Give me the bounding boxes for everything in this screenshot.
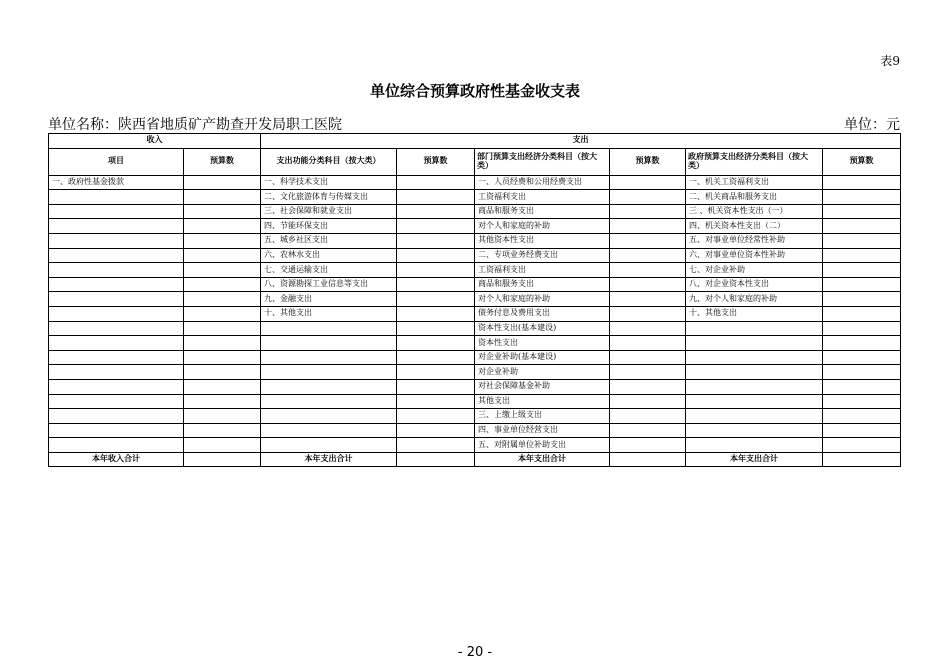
table-cell: [610, 365, 686, 380]
table-cell: [261, 350, 397, 365]
table-cell: [49, 190, 184, 205]
table-cell: [823, 321, 901, 336]
table-cell: [397, 379, 475, 394]
table-number: 表9: [880, 54, 900, 68]
table-cell: 八、对企业资本性支出: [686, 277, 823, 292]
table-cell: 七、交通运输支出: [261, 263, 397, 278]
table-row: [49, 190, 901, 205]
budget-table: [48, 133, 901, 467]
table-cell: [686, 336, 823, 351]
table-cell: [823, 365, 901, 380]
table-cell: [49, 277, 184, 292]
income-total-label: 本年收入合计: [49, 452, 184, 467]
table-cell: [184, 321, 261, 336]
table-row: [49, 306, 901, 321]
table-cell: [49, 423, 184, 438]
table-cell: [49, 263, 184, 278]
table-cell: [261, 365, 397, 380]
table-cell: [610, 248, 686, 263]
table-cell: [184, 190, 261, 205]
table-cell: [823, 219, 901, 234]
table-cell: [261, 394, 397, 409]
total-row: [49, 452, 901, 467]
table-cell: [397, 204, 475, 219]
table-cell: 七、对企业补助: [686, 263, 823, 278]
table-cell: [823, 379, 901, 394]
table-cell: [397, 365, 475, 380]
table-cell: [823, 277, 901, 292]
table-row: [49, 248, 901, 263]
table-cell: [610, 306, 686, 321]
table-cell: 五、对事业单位经常性补助: [686, 233, 823, 248]
table-cell: 一、政府性基金拨款: [49, 175, 184, 190]
table-cell: 八、资源勘探工业信息等支出: [261, 277, 397, 292]
table-cell: [184, 365, 261, 380]
table-cell: 一、人员经费和公用经费支出: [475, 175, 610, 190]
table-cell: [184, 277, 261, 292]
table-cell: 对企业补助(基本建设): [475, 350, 610, 365]
amount-header: 预算数: [823, 148, 901, 175]
amount-header: 预算数: [610, 148, 686, 175]
table-cell: [261, 423, 397, 438]
table-row: [49, 394, 901, 409]
table-cell: 一、机关工资福利支出: [686, 175, 823, 190]
table-cell: 九、金融支出: [261, 292, 397, 307]
table-cell: [686, 409, 823, 424]
table-cell: 五、城乡社区支出: [261, 233, 397, 248]
table-cell: [184, 394, 261, 409]
table-cell: 十、其他支出: [261, 306, 397, 321]
table-cell: 五、对附属单位补助支出: [475, 438, 610, 453]
table-cell: [686, 438, 823, 453]
table-cell: [49, 204, 184, 219]
table-cell: [610, 219, 686, 234]
table-cell: [184, 248, 261, 263]
table-cell: [49, 365, 184, 380]
table-cell: 二、机关商品和服务支出: [686, 190, 823, 205]
table-row: [49, 365, 901, 380]
table-cell: [49, 233, 184, 248]
unit-name: 单位名称：陕西省地质矿产勘查开发局职工医院: [48, 117, 342, 133]
table-cell: [184, 350, 261, 365]
currency-unit: 单位：元: [844, 117, 900, 133]
table-cell: 六、农林水支出: [261, 248, 397, 263]
total-cell: [610, 452, 686, 467]
table-cell: [397, 409, 475, 424]
func-class-header: 支出功能分类科目（按大类）: [261, 148, 397, 175]
table-cell: [397, 306, 475, 321]
table-cell: 三、上缴上级支出: [475, 409, 610, 424]
table-cell: 三 、机关资本性支出（一）: [686, 204, 823, 219]
table-cell: 商品和服务支出: [475, 204, 610, 219]
table-cell: [49, 321, 184, 336]
table-cell: [184, 175, 261, 190]
table-row: [49, 438, 901, 453]
table-cell: [610, 204, 686, 219]
table-row: [49, 263, 901, 278]
table-cell: [397, 233, 475, 248]
table-cell: [686, 321, 823, 336]
table-row: [49, 219, 901, 234]
table-cell: [610, 175, 686, 190]
table-cell: 债务付息及费用支出: [475, 306, 610, 321]
table-cell: [686, 423, 823, 438]
amount-header: 预算数: [397, 148, 475, 175]
table-cell: [49, 350, 184, 365]
table-cell: [397, 336, 475, 351]
table-cell: [49, 336, 184, 351]
table-cell: [610, 336, 686, 351]
table-cell: 对个人和家庭的补助: [475, 219, 610, 234]
expense-total-label: 本年支出合计: [261, 452, 397, 467]
table-cell: [610, 394, 686, 409]
dept-econ-class-header: 部门预算支出经济分类科目（按大类）: [475, 148, 610, 175]
table-cell: [397, 190, 475, 205]
table-cell: [184, 306, 261, 321]
expense-total-label: 本年支出合计: [475, 452, 610, 467]
table-cell: [823, 350, 901, 365]
table-cell: [610, 379, 686, 394]
table-row: [49, 175, 901, 190]
table-cell: [184, 204, 261, 219]
table-row: [49, 292, 901, 307]
table-cell: [397, 321, 475, 336]
table-cell: [49, 394, 184, 409]
table-cell: [823, 263, 901, 278]
table-cell: [823, 306, 901, 321]
table-cell: 对个人和家庭的补助: [475, 292, 610, 307]
table-cell: 二、文化旅游体育与传媒支出: [261, 190, 397, 205]
table-cell: [184, 263, 261, 278]
table-cell: [823, 438, 901, 453]
table-row: [49, 409, 901, 424]
table-cell: [49, 379, 184, 394]
gov-econ-class-header: 政府预算支出经济分类科目（按大类）: [686, 148, 823, 175]
table-cell: 资本性支出: [475, 336, 610, 351]
header-row-group: [49, 134, 901, 149]
table-row: [49, 379, 901, 394]
table-cell: 六、对事业单位资本性补助: [686, 248, 823, 263]
table-row: [49, 204, 901, 219]
table-cell: 一、科学技术支出: [261, 175, 397, 190]
table-cell: [610, 292, 686, 307]
table-cell: 二、专项业务经费支出: [475, 248, 610, 263]
table-cell: [261, 379, 397, 394]
table-cell: [397, 277, 475, 292]
table-cell: [184, 379, 261, 394]
table-cell: [397, 423, 475, 438]
amount-header: 预算数: [184, 148, 261, 175]
table-cell: [610, 233, 686, 248]
table-cell: [261, 409, 397, 424]
table-cell: [397, 175, 475, 190]
expense-header: 支出: [261, 134, 901, 149]
table-cell: [184, 292, 261, 307]
table-cell: 对社会保障基金补助: [475, 379, 610, 394]
table-cell: 四、事业单位经营支出: [475, 423, 610, 438]
table-cell: 资本性支出(基本建设): [475, 321, 610, 336]
table-cell: [261, 438, 397, 453]
table-cell: [686, 379, 823, 394]
income-header: 收入: [49, 134, 261, 149]
item-header: 项目: [49, 148, 184, 175]
table-cell: [397, 394, 475, 409]
table-cell: [823, 336, 901, 351]
table-cell: [184, 336, 261, 351]
table-cell: [49, 306, 184, 321]
table-cell: [261, 321, 397, 336]
table-cell: [823, 409, 901, 424]
total-cell: [397, 452, 475, 467]
page-title: 单位综合预算政府性基金收支表: [369, 82, 580, 100]
table-cell: [610, 350, 686, 365]
table-cell: 十、其他支出: [686, 306, 823, 321]
table-cell: [49, 248, 184, 263]
table-cell: [686, 365, 823, 380]
table-cell: [823, 233, 901, 248]
table-cell: [686, 350, 823, 365]
table-cell: [397, 219, 475, 234]
table-cell: 其他支出: [475, 394, 610, 409]
table-cell: [49, 409, 184, 424]
table-cell: [261, 336, 397, 351]
table-cell: [49, 438, 184, 453]
table-cell: 四、机关资本性支出（二）: [686, 219, 823, 234]
table-cell: [397, 438, 475, 453]
table-cell: [686, 394, 823, 409]
table-cell: [397, 248, 475, 263]
table-row: [49, 321, 901, 336]
table-cell: [184, 233, 261, 248]
total-cell: [184, 452, 261, 467]
table-cell: 商品和服务支出: [475, 277, 610, 292]
table-cell: [49, 219, 184, 234]
table-row: [49, 336, 901, 351]
table-cell: [823, 423, 901, 438]
table-cell: [397, 350, 475, 365]
table-cell: [397, 263, 475, 278]
table-cell: 工资福利支出: [475, 263, 610, 278]
table-row: [49, 277, 901, 292]
table-cell: [823, 175, 901, 190]
expense-total-label: 本年支出合计: [686, 452, 823, 467]
table-row: [49, 423, 901, 438]
table-cell: [610, 190, 686, 205]
total-cell: [823, 452, 901, 467]
table-cell: 工资福利支出: [475, 190, 610, 205]
table-cell: [823, 204, 901, 219]
table-cell: [49, 292, 184, 307]
table-cell: [610, 277, 686, 292]
table-cell: [610, 423, 686, 438]
table-cell: 九、对个人和家庭的补助: [686, 292, 823, 307]
table-row: [49, 233, 901, 248]
table-cell: [823, 292, 901, 307]
table-cell: [184, 423, 261, 438]
table-cell: [610, 438, 686, 453]
table-cell: [610, 321, 686, 336]
table-cell: [184, 219, 261, 234]
table-cell: [823, 394, 901, 409]
table-cell: [397, 292, 475, 307]
table-cell: [184, 409, 261, 424]
table-cell: 其他资本性支出: [475, 233, 610, 248]
table-cell: [610, 263, 686, 278]
page-number: - 20 -: [457, 645, 493, 660]
table-cell: 对企业补助: [475, 365, 610, 380]
table-cell: 四、节能环保支出: [261, 219, 397, 234]
table-cell: [823, 190, 901, 205]
table-cell: [184, 438, 261, 453]
table-cell: 三、社会保障和就业支出: [261, 204, 397, 219]
table-cell: [823, 248, 901, 263]
table-row: [49, 350, 901, 365]
table-cell: [610, 409, 686, 424]
header-row-columns: [49, 148, 901, 175]
